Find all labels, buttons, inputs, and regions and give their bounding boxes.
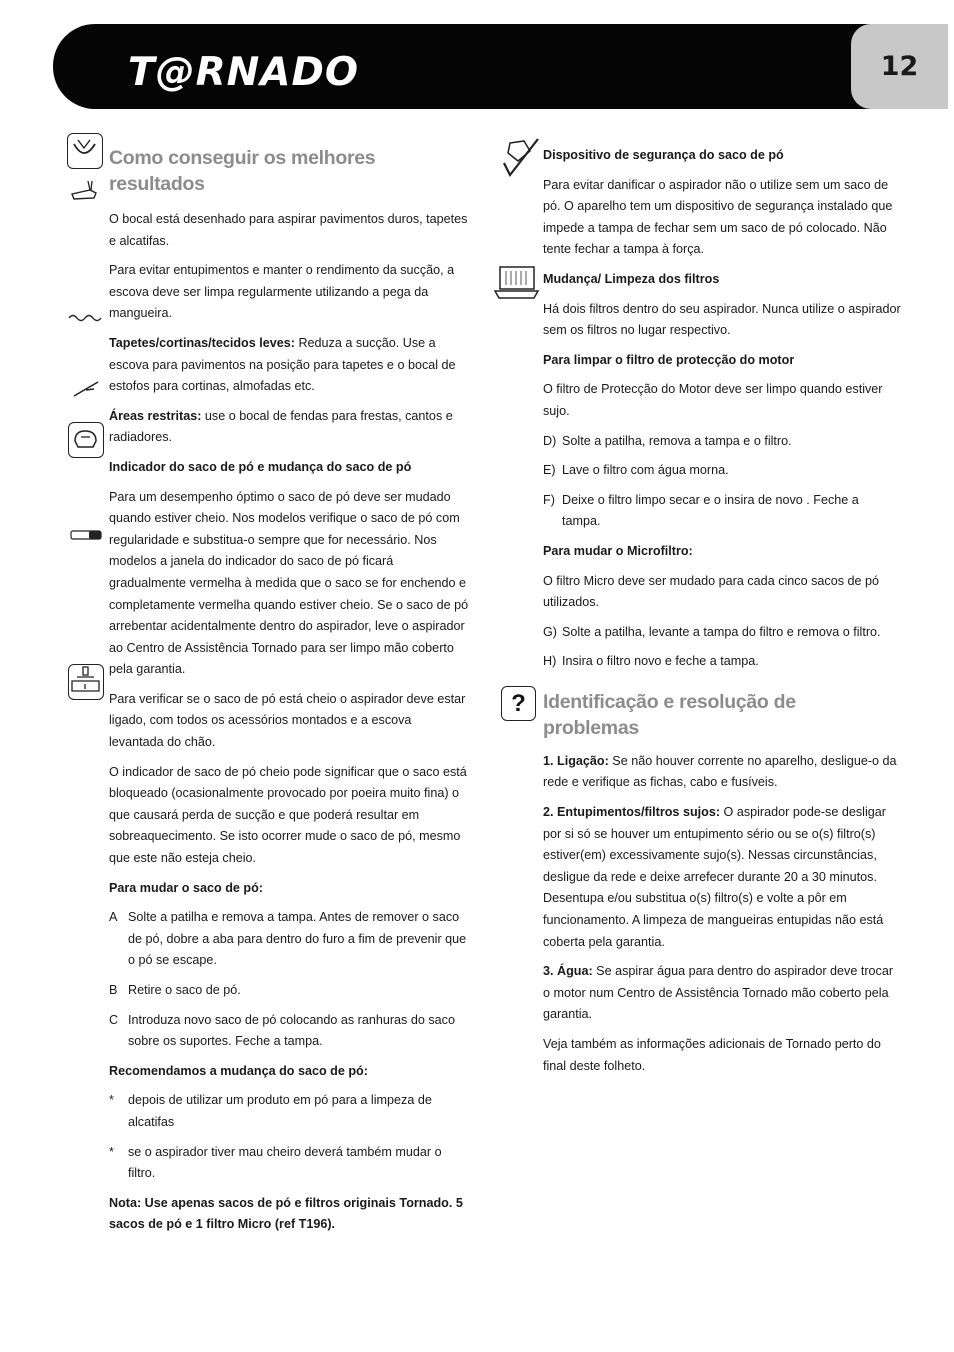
help-question-icon: ? — [501, 686, 536, 721]
see-also-paragraph: Veja também as informações adicionais de Tornado perto do final deste folheto. — [543, 1037, 881, 1073]
bullet-item — [109, 1142, 469, 1185]
step-text: Solte a patilha, levante a tampa do filtro e remova o filtro. — [562, 624, 881, 639]
dust-bag-indicator-icon — [68, 422, 104, 458]
motor-filter-paragraph: O filtro de Protecção do Motor deve ser limpo quando estiver sujo. — [543, 382, 883, 418]
restricted-areas-paragraph — [109, 406, 469, 449]
step-text: Introduza novo saco de pó colocando as ranhuras do saco sobre os suportes. Feche a tampa. — [128, 1012, 455, 1049]
bullet-item — [109, 1090, 469, 1133]
step-marker: G) — [543, 624, 557, 639]
troubleshoot-water — [543, 961, 903, 1026]
clogging-paragraph: Para evitar entupimentos e manter o rendimento da sucção, a escova deve ser limpa regularmente utilizando a pega da mangueira. — [109, 263, 455, 321]
curtains-paragraph — [109, 333, 469, 398]
heading-motor-filter: Para limpar o filtro de protecção do motor — [543, 352, 795, 367]
indicator-window-icon — [70, 530, 102, 540]
results-icon — [67, 133, 103, 169]
water-text: Se aspirar água para dentro do aspirador deve trocar o motor num Centro de Assistência Tornado mão coberto pela garantia. — [543, 964, 894, 1022]
brand-logo: T@RNADO — [128, 50, 359, 95]
bag-change-paragraph: Para um desempenho óptimo o saco de pó deve ser mudado quando estiver cheio. Nos modelos verifique o saco de pó com regularidade e substitua-o sempre que for necessário. Nos modelos a janela do indicador do saco de pó ficará gradualmente vermelha à medida que o saco se for enchendo e completamente vermelha quando estiver cheio. Se o saco de pó arrebentar acidentalmente dentro do aspirador, leve o aspirador ao Centro de Assistência Tornado para ser limpo mão coberto pela garantia. — [109, 489, 469, 677]
heading-recommend: Recomendamos a mudança do saco de pó: — [109, 1063, 368, 1078]
water-label: 3. Água: — [543, 964, 593, 979]
step-marker: D) — [543, 433, 557, 448]
step-item — [543, 460, 903, 482]
safety-paragraph: Para evitar danificar o aspirador não o utilize sem um saco de pó. O aparelho tem um dispositivo de segurança instalado que impede a tampa de fechar sem um saco de pó colocado. Não tente fechar a tampa à força. — [543, 177, 893, 257]
step-marker: F) — [543, 492, 555, 507]
power-label: 1. Ligação: — [543, 753, 609, 768]
section-title-best-results: Como conseguir os melhores resultados — [109, 147, 376, 195]
step-marker: H) — [543, 654, 557, 669]
bag-check-paragraph: Para verificar se o saco de pó está cheio o aspirador deve estar ligado, com todos os acessórios montados e a escova levantada do chão. — [109, 691, 466, 750]
curtains-wave-icon — [68, 312, 102, 324]
curtains-label: Tapetes/cortinas/tecidos leves: — [109, 335, 295, 350]
safety-check-icon — [500, 137, 542, 179]
vacuum-check-icon — [68, 664, 104, 700]
filters-paragraph: Há dois filtros dentro do seu aspirador. Nunca utilize o aspirador sem os filtros no lugar respectivo. — [543, 301, 901, 338]
microfilter-paragraph: O filtro Micro deve ser mudado para cada cinco sacos de pó utilizados. — [543, 573, 880, 610]
power-text: Se não houver corrente no aparelho, desligue-o da rede e verifique as fichas, cabo e fusíveis. — [543, 753, 897, 790]
step-text: Solte a patilha, remova a tampa e o filtro. — [562, 433, 792, 448]
step-marker: B — [109, 983, 118, 997]
step-marker: A — [109, 910, 118, 925]
step-item — [543, 651, 903, 673]
step-marker: C — [109, 1012, 119, 1027]
step-item — [109, 1010, 469, 1053]
heading-change-bag: Para mudar o saco de pó: — [109, 880, 263, 895]
troubleshoot-clogging — [543, 802, 903, 953]
nozzle-paragraph: O bocal está desenhado para aspirar pavimentos duros, tapetes e alcatifas. — [109, 212, 468, 248]
step-text: Deixe o filtro limpo secar e o insira de novo . Feche a tampa. — [562, 492, 859, 529]
step-text: Retire o saco de pó. — [128, 983, 241, 997]
restricted-areas-label: Áreas restritas: — [109, 408, 202, 423]
step-text: Solte a patilha e remova a tampa. Antes de remover o saco de pó, dobre a aba para dentro do furo a fim de prevenir que o pó se escape. — [128, 910, 467, 968]
step-item — [543, 431, 903, 453]
step-text: Lave o filtro com água morna. — [562, 463, 729, 478]
heading-microfilter: Para mudar o Microfiltro: — [543, 543, 693, 558]
page-number: 12 — [880, 51, 919, 82]
note-paragraph: Nota: Use apenas sacos de pó e filtros originais Tornado. 5 sacos de pó e 1 filtro Micro (ref T196). — [109, 1195, 463, 1232]
floor-nozzle-icon — [70, 180, 98, 202]
right-column — [543, 145, 903, 1085]
bag-blocked-paragraph: O indicador de saco de pó cheio pode significar que o saco está bloqueado (ocasionalmente provocado por poeira muito fina) o que causará perda de sucção e que poderá resultar em sobreaquecimento. Se isto ocorrer mude o saco de pó, mesmo que este não esteja cheio. — [109, 764, 467, 866]
step-item — [543, 490, 903, 533]
step-item — [109, 980, 469, 1002]
bullet-marker: * — [109, 1093, 114, 1108]
filter-icon — [494, 263, 540, 301]
restricted-areas-text: use o bocal de fendas para frestas, cantos e radiadores. — [109, 408, 453, 445]
crevice-tool-icon — [72, 380, 100, 398]
bullet-marker: * — [109, 1144, 114, 1159]
step-item — [109, 907, 469, 972]
step-text: Insira o filtro novo e feche a tampa. — [562, 654, 759, 669]
heading-filters: Mudança/ Limpeza dos filtros — [543, 271, 720, 286]
curtains-text: Reduza a sucção. Use a escova para pavimentos na posição para tapetes e o bocal de estofos para cortinas, almofadas etc. — [109, 335, 456, 394]
clogging-label: 2. Entupimentos/filtros sujos: — [543, 805, 721, 820]
left-column — [109, 145, 469, 1244]
troubleshoot-power — [543, 751, 903, 794]
heading-bag-indicator: Indicador do saco de pó e mudança do saco de pó — [109, 459, 412, 474]
section-title-troubleshooting: Identificação e resolução de problemas — [543, 690, 796, 739]
bullet-text: depois de utilizar um produto em pó para a limpeza de alcatifas — [128, 1093, 432, 1129]
clogging-text: O aspirador pode-se desligar por si só se houver um entupimento sério ou se o(s) filtro(s) estiver(em) excessivamente sujo(s). Nessas circunstâncias, desligue da rede e deixe arrefecer durante 20 a 30 minutos. Desentupa e/ou substitua o(s) filtro(s) e volte a pôr em funcionamento. A limpeza de mangueiras entupidas não está coberta pela garantia. — [543, 805, 886, 949]
step-item — [543, 622, 903, 644]
step-marker: E) — [543, 463, 556, 478]
bullet-text: se o aspirador tiver mau cheiro deverá também mudar o filtro. — [128, 1144, 442, 1181]
heading-safety-device: Dispositivo de segurança do saco de pó — [543, 148, 784, 162]
